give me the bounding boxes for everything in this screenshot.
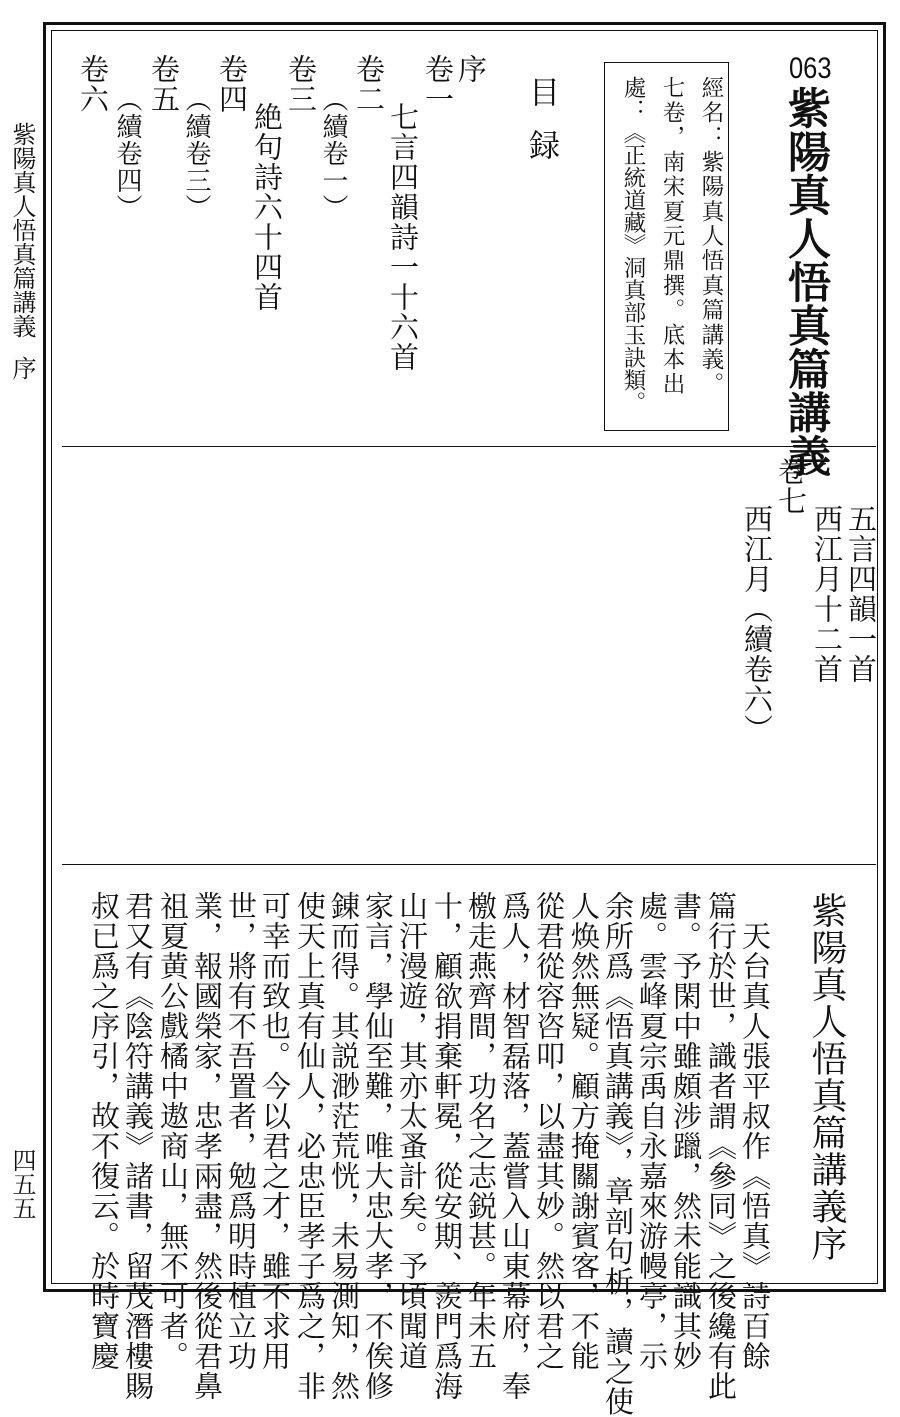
divider-top [62, 446, 876, 447]
toc-item: 西江月（續卷六） [740, 474, 774, 744]
preface-column: 祖夏黄公戲橘中遨商山，無不可者。 [156, 891, 190, 1371]
toc-heading: 目録 [523, 76, 559, 182]
preface-column: 書。予閑中雖頗涉躐，然未能識其妙 [669, 891, 703, 1371]
preface-column: 錬而得。其説渺茫荒恍，未易測知，然 [327, 891, 361, 1401]
toc-item: （續卷三） [181, 72, 211, 221]
toc-item: 卷一 [421, 54, 455, 114]
toc-item: 絶句詩六十四首 [250, 72, 284, 312]
info-line: 經名：紫陽真人悟真篇講義。 [698, 76, 724, 398]
preface-column: 檄走燕齊間，功名之志鋭甚。年未五 [464, 891, 498, 1371]
info-line: 七卷，南宋夏元鼎撰。底本出 [659, 76, 685, 398]
toc-item: 五言四韻一首 [844, 474, 878, 684]
divider-bottom [62, 864, 876, 865]
preface-column: 十，顧欲捐棄軒冕，從安期、羨門爲海 [430, 891, 464, 1401]
toc-item: 西江月十二首 [810, 474, 844, 684]
preface-column: 從君從容咨叩，以盡其妙。然以君之 [532, 891, 566, 1371]
toc-item: 卷六 [76, 54, 110, 114]
preface-column: 處。雲峰夏宗禹自永嘉來游幔亭，示 [635, 891, 669, 1371]
toc-item: 卷五 [147, 54, 181, 114]
preface-column: 使天上真有仙人，必忠臣孝子爲之，非 [293, 891, 327, 1401]
preface-column: 天台真人張平叔作《悟真》詩百餘 [738, 891, 772, 1371]
page-title: 紫陽真人悟真篇講義 [782, 86, 830, 478]
running-book-title: 紫陽真人悟真篇講義 [8, 122, 36, 338]
toc-item: 七言四韻詩一十六首 [386, 72, 420, 372]
toc-item: （續卷一） [318, 72, 348, 221]
toc-item: 卷七 [774, 456, 808, 516]
running-section: 序 [8, 356, 36, 380]
preface-column: 可幸而致也。今以君之才，雖不求用 [258, 891, 292, 1371]
page-number: 四五五 [8, 1148, 36, 1220]
preface-column: 業，報國榮家，忠孝兩盡，然後從君鼻 [190, 891, 224, 1401]
preface-column: 人焕然無疑。顧方掩關謝賓客，不能 [567, 891, 601, 1371]
toc-item: （續卷四） [112, 72, 142, 221]
preface-column: 家言，學仙至難，唯大忠大孝，不俟修 [361, 891, 395, 1401]
info-box-text [610, 76, 722, 424]
preface-column: 君又有《陰符講義》諸書，留茂潛樓賜 [121, 891, 155, 1401]
preface-column: 山汗漫遊，其亦太蚤計矣。予頃聞道 [395, 891, 429, 1371]
preface-column: 篇行於世，識者謂《參同》之後纔有此 [704, 891, 738, 1401]
preface-column: 世，將有不吾置者，勉爲明時植立功 [224, 891, 258, 1371]
preface-column: 叔已爲之序引，故不復云。於時寶慶 [87, 891, 121, 1371]
toc-item: 卷二 [352, 54, 386, 114]
header-number: 063 [789, 52, 832, 85]
toc-item: 卷四 [215, 54, 249, 114]
preface-title: 紫陽真人悟真篇講義序 [806, 892, 847, 1262]
running-title [6, 122, 34, 380]
preface-column: 爲人，材智磊落，蓋嘗入山東幕府，奉 [498, 891, 532, 1401]
preface-column: 余所爲《悟真講義》，章剖句析，讀之使 [601, 891, 635, 1417]
toc-item: 卷三 [284, 54, 318, 114]
info-line: 處：《正統道藏》洞真部玉訣類。 [620, 76, 646, 414]
toc-item: 序 [454, 54, 488, 84]
